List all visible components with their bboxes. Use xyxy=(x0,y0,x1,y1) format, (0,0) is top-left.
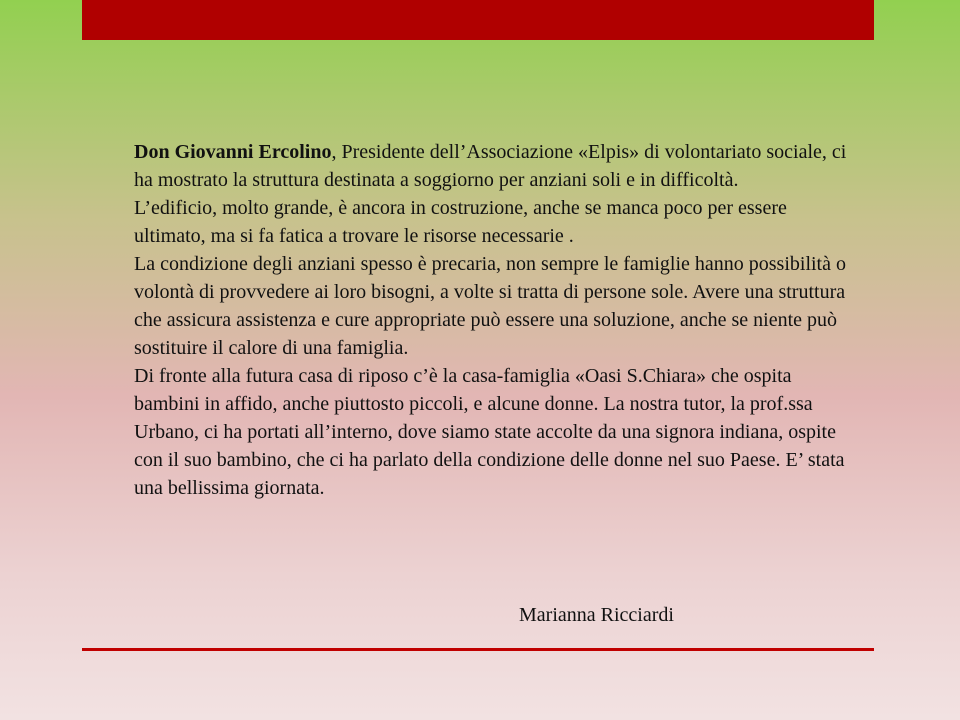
bottom-red-rule xyxy=(82,648,874,651)
top-red-bar xyxy=(82,0,874,40)
speaker-name: Don Giovanni Ercolino xyxy=(134,141,332,163)
paragraph-building: L’edificio, molto grande, è ancora in costruzione, anche se manca poco per essere ultimato, ma si fa fatica a trovare le risorse necessarie . xyxy=(134,197,787,247)
signature: Marianna Ricciardi xyxy=(519,604,674,626)
paragraph-casa-famiglia: Di fronte alla futura casa di riposo c’è la casa-famiglia «Oasi S.Chiara» che ospita bambini in affido, anche piuttosto piccoli, e alcune donne. La nostra tutor, la prof.ssa Urbano, ci ha portati all’interno, dove siamo state accolte da una signora indiana, ospite con il suo bambino, che ci ha parlato della condizione delle donne nel suo Paese. E’ stata una bellissima giornata. xyxy=(134,365,845,499)
paragraph-intro-rest: , Presidente dell’Associazione «Elpis» di volontariato sociale, ci ha mostrato la struttura destinata a soggiorno per anziani soli e in difficoltà. xyxy=(134,141,847,191)
body-text xyxy=(134,138,854,502)
paragraph-elderly: La condizione degli anziani spesso è precaria, non sempre le famiglie hanno possibilità o volontà di provvedere ai loro bisogni, a volte si tratta di persone sole. Avere una struttura che assicura assistenza e cure appropriate può essere una soluzione, anche se niente può sostituire il calore di una famiglia. xyxy=(134,253,846,359)
paragraph-intro xyxy=(134,138,854,194)
